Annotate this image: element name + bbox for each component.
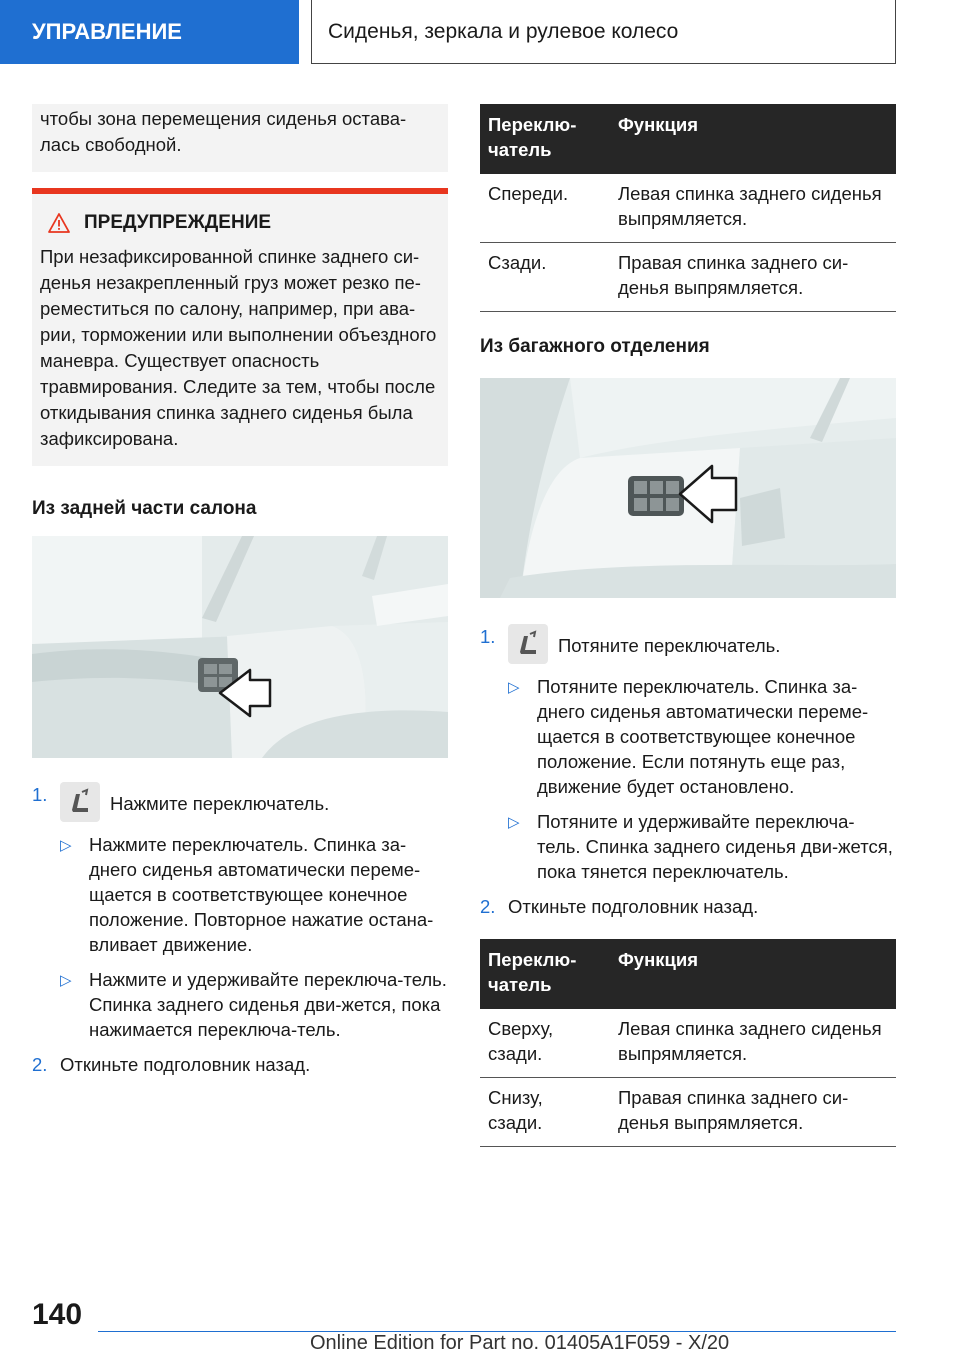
table-cell: Правая спинка заднего си-денья выпрямляется. xyxy=(610,243,896,312)
left-step-1 xyxy=(32,782,448,822)
table-header: Переклю-чатель xyxy=(480,104,610,174)
left-step-2 xyxy=(32,1052,448,1077)
step-number: 2. xyxy=(32,1054,48,1075)
table-cell: Сзади. xyxy=(480,243,610,312)
table-header: Переклю-чатель xyxy=(480,939,610,1009)
substep-text: Потяните переключатель. Спинка за-днего сиденья автоматически переме-щается в соответствующее конечное положение. Если потянуть еще раз, движение будет остановлено. xyxy=(537,676,869,797)
warning-title xyxy=(48,210,440,236)
table-cell: Сверху, сзади. xyxy=(480,1009,610,1078)
table-header-row xyxy=(480,104,896,174)
warning-box xyxy=(32,188,448,466)
page-number: 140 xyxy=(32,1298,83,1331)
rear-seat-photo xyxy=(32,536,448,758)
step-text: Откиньте подголовник назад. xyxy=(60,1054,311,1075)
warning-title-text: ПРЕДУПРЕЖДЕНИЕ xyxy=(84,212,272,233)
warning-text: При незафиксированной спинке заднего си-денья незакрепленный груз может резко пе-реместиться по салону, например, при ава-рии, торможении или выполнении объездного маневра. Существует опасность травмирования. Следите за тем, чтобы после откидывания спинка заднего сиденья была зафиксирована. xyxy=(40,246,437,449)
luggage-compartment-heading: Из багажного отделения xyxy=(480,336,710,357)
seat-backrest-button-icon xyxy=(508,624,548,664)
step-number: 2. xyxy=(480,896,496,917)
step-text: Нажмите переключатель. xyxy=(110,793,330,814)
table-cell: Левая спинка заднего сиденья выпрямляется. xyxy=(610,174,896,243)
right-substep-2 xyxy=(508,809,896,884)
triangle-bullet-icon: ▷ xyxy=(60,837,72,854)
substep-text: Нажмите переключатель. Спинка за-днего сиденья автоматически переме-щается в соответствующее конечное положение. Повторное нажатие остана-вливает движение. xyxy=(89,834,434,955)
left-column xyxy=(32,104,448,1077)
step-text: Потяните переключатель. xyxy=(558,635,781,656)
triangle-bullet-icon: ▷ xyxy=(60,972,72,989)
table-cell: Правая спинка заднего си-денья выпрямляется. xyxy=(610,1078,896,1147)
rear-cabin-heading: Из задней части салона xyxy=(32,498,257,519)
table-cell: Спереди. xyxy=(480,174,610,243)
step-text: Откиньте подголовник назад. xyxy=(508,896,759,917)
table-header: Функция xyxy=(610,939,896,1009)
section-header: УПРАВЛЕНИЕ xyxy=(0,0,299,64)
right-step-2 xyxy=(480,894,896,919)
footer-edition: Online Edition for Part no. 01405A1F059 - X/20 xyxy=(310,1332,730,1354)
seat-backrest-button-icon xyxy=(60,782,100,822)
table-row xyxy=(480,1009,896,1078)
left-substep-1 xyxy=(60,832,448,957)
step-number: 1. xyxy=(32,784,48,805)
table-row xyxy=(480,174,896,243)
right-substep-1 xyxy=(508,674,896,799)
substep-text: Нажмите и удерживайте переключа-тель. Спинка заднего сиденья дви-жется, пока нажимается переключа-тель. xyxy=(89,969,447,1040)
luggage-compartment-photo xyxy=(480,378,896,598)
table-row xyxy=(480,1078,896,1147)
step-number: 1. xyxy=(480,626,496,647)
triangle-bullet-icon: ▷ xyxy=(508,814,520,831)
table-header: Функция xyxy=(610,104,896,174)
warning-triangle-icon xyxy=(48,213,70,233)
table-cell: Левая спинка заднего сиденья выпрямляется. xyxy=(610,1009,896,1078)
switch-function-table-1 xyxy=(480,104,896,312)
intro-note: чтобы зона перемещения сиденья остава-лась свободной. xyxy=(32,104,448,172)
right-column xyxy=(480,104,896,1147)
table-cell: Снизу, сзади. xyxy=(480,1078,610,1147)
triangle-bullet-icon: ▷ xyxy=(508,679,520,696)
right-step-1 xyxy=(480,624,896,664)
switch-function-table-2 xyxy=(480,939,896,1147)
table-row xyxy=(480,243,896,312)
chapter-title: Сиденья, зеркала и рулевое колесо xyxy=(311,0,896,64)
left-substep-2 xyxy=(60,967,448,1042)
substep-text: Потяните и удерживайте переключа-тель. Спинка заднего сиденья дви-жется, пока тянется переключатель. xyxy=(537,811,893,882)
table-header-row xyxy=(480,939,896,1009)
